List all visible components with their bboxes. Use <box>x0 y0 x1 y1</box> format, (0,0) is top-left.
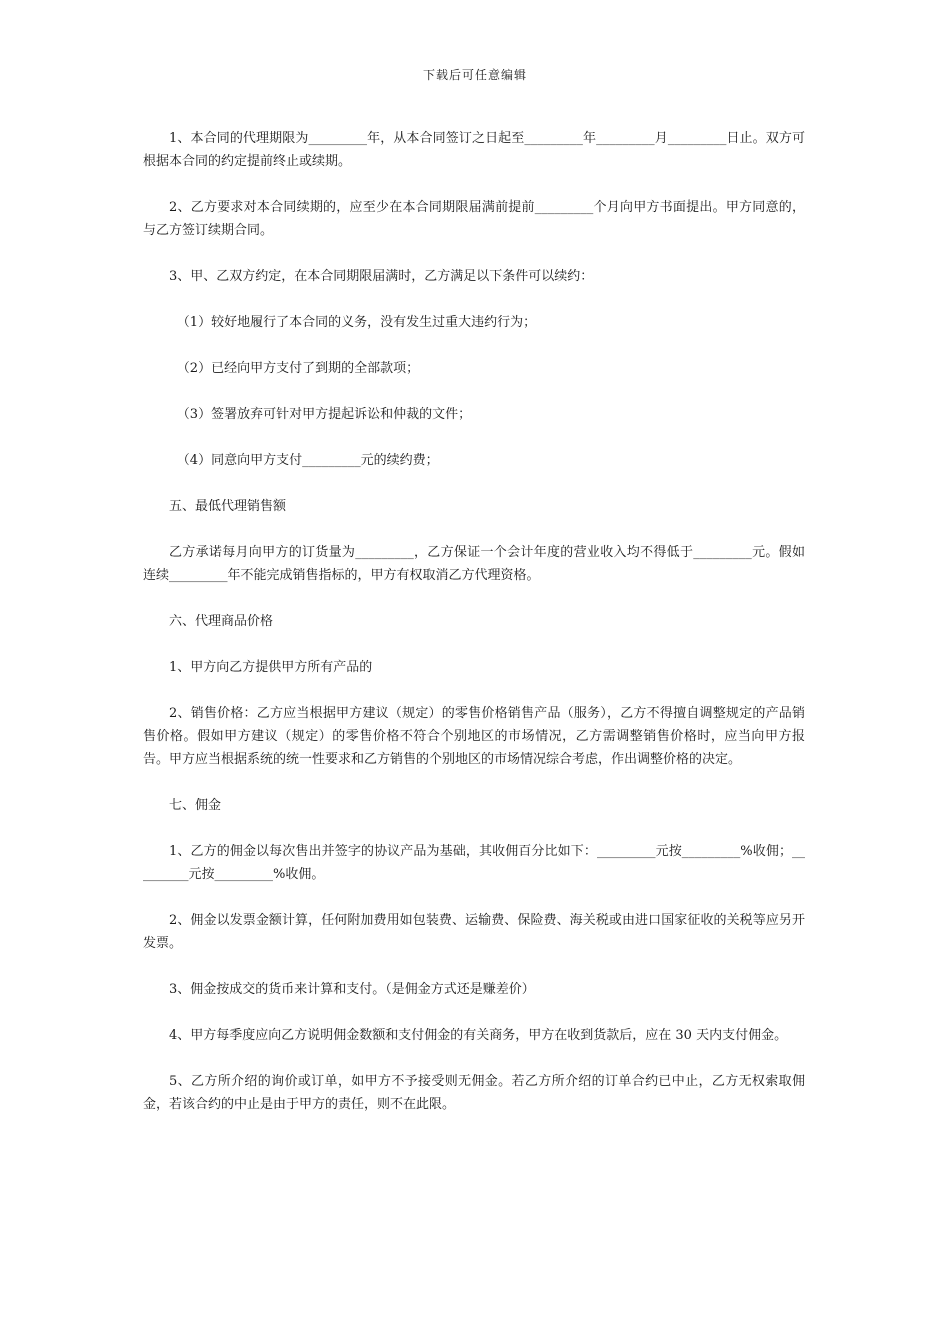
clause-minimum-sales: 乙方承诺每月向甲方的订货量为_________，乙方保证一个会计年度的营业收入均不得低于_________元。假如连续_________年不能完成销售指标的，甲方有权取消乙方代理资格。 <box>143 545 805 583</box>
clause-sales-price: 2、销售价格：乙方应当根据甲方建议（规定）的零售价格销售产品（服务），乙方不得擅自调整规定的产品销售价格。假如甲方建议（规定）的零售价格不符合个别地区的市场情况，乙方需调整销售价格时，应当向甲方报告。甲方应当根据系统的统一性要求和乙方销售的个别地区的市场情况综合考虑，作出调整价格的决定。 <box>143 706 805 767</box>
clause-renewal-request: 2、乙方要求对本合同续期的，应至少在本合同期限届满前提前_________个月向甲方书面提出。甲方同意的，与乙方签订续期合同。 <box>143 200 805 238</box>
condition-item: （3）签署放弃可针对甲方提起诉讼和仲裁的文件； <box>176 407 472 422</box>
clause-commission-rate: 1、乙方的佣金以每次售出并签字的协议产品为基础，其收佣百分比如下：_________元按_________%收佣；_________元按_________%收佣。 <box>143 844 805 882</box>
clause-commission-invoice: 2、佣金以发票金额计算，任何附加费用如包装费、运输费、保险费、海关税或由进口国家征收的关税等应另开发票。 <box>143 913 805 951</box>
section-heading-commission: 七、佣金 <box>169 798 222 813</box>
clause-products: 1、甲方向乙方提供甲方所有产品的 <box>169 660 373 675</box>
condition-item: （2）已经向甲方支付了到期的全部款项； <box>176 361 420 376</box>
clause-commission-payment: 4、甲方每季度应向乙方说明佣金数额和支付佣金的有关商务，甲方在收到货款后，应在 30 天内支付佣金。 <box>169 1028 788 1043</box>
clause-term: 1、本合同的代理期限为_________年，从本合同签订之日起至_________年_________月_________日止。双方可根据本合同的约定提前终止或续期。 <box>143 131 805 169</box>
document-body <box>143 127 805 1139</box>
condition-item: （1）较好地履行了本合同的义务，没有发生过重大违约行为； <box>176 315 537 330</box>
clause-commission-exceptions: 5、乙方所介绍的询价或订单，如甲方不予接受则无佣金。若乙方所介绍的订单合约已中止，乙方无权索取佣金，若该合约的中止是由于甲方的责任，则不在此限。 <box>143 1074 805 1112</box>
section-heading-minimum-sales: 五、最低代理销售额 <box>169 499 287 514</box>
section-heading-pricing: 六、代理商品价格 <box>169 614 274 629</box>
clause-commission-currency: 3、佣金按成交的货币来计算和支付。（是佣金方式还是赚差价） <box>169 982 535 997</box>
page-header: 下载后可任意编辑 <box>422 68 527 82</box>
condition-item: （4）同意向甲方支付_________元的续约费； <box>176 453 439 468</box>
clause-renewal-conditions: 3、甲、乙双方约定，在本合同期限届满时，乙方满足以下条件可以续约： <box>169 269 594 284</box>
